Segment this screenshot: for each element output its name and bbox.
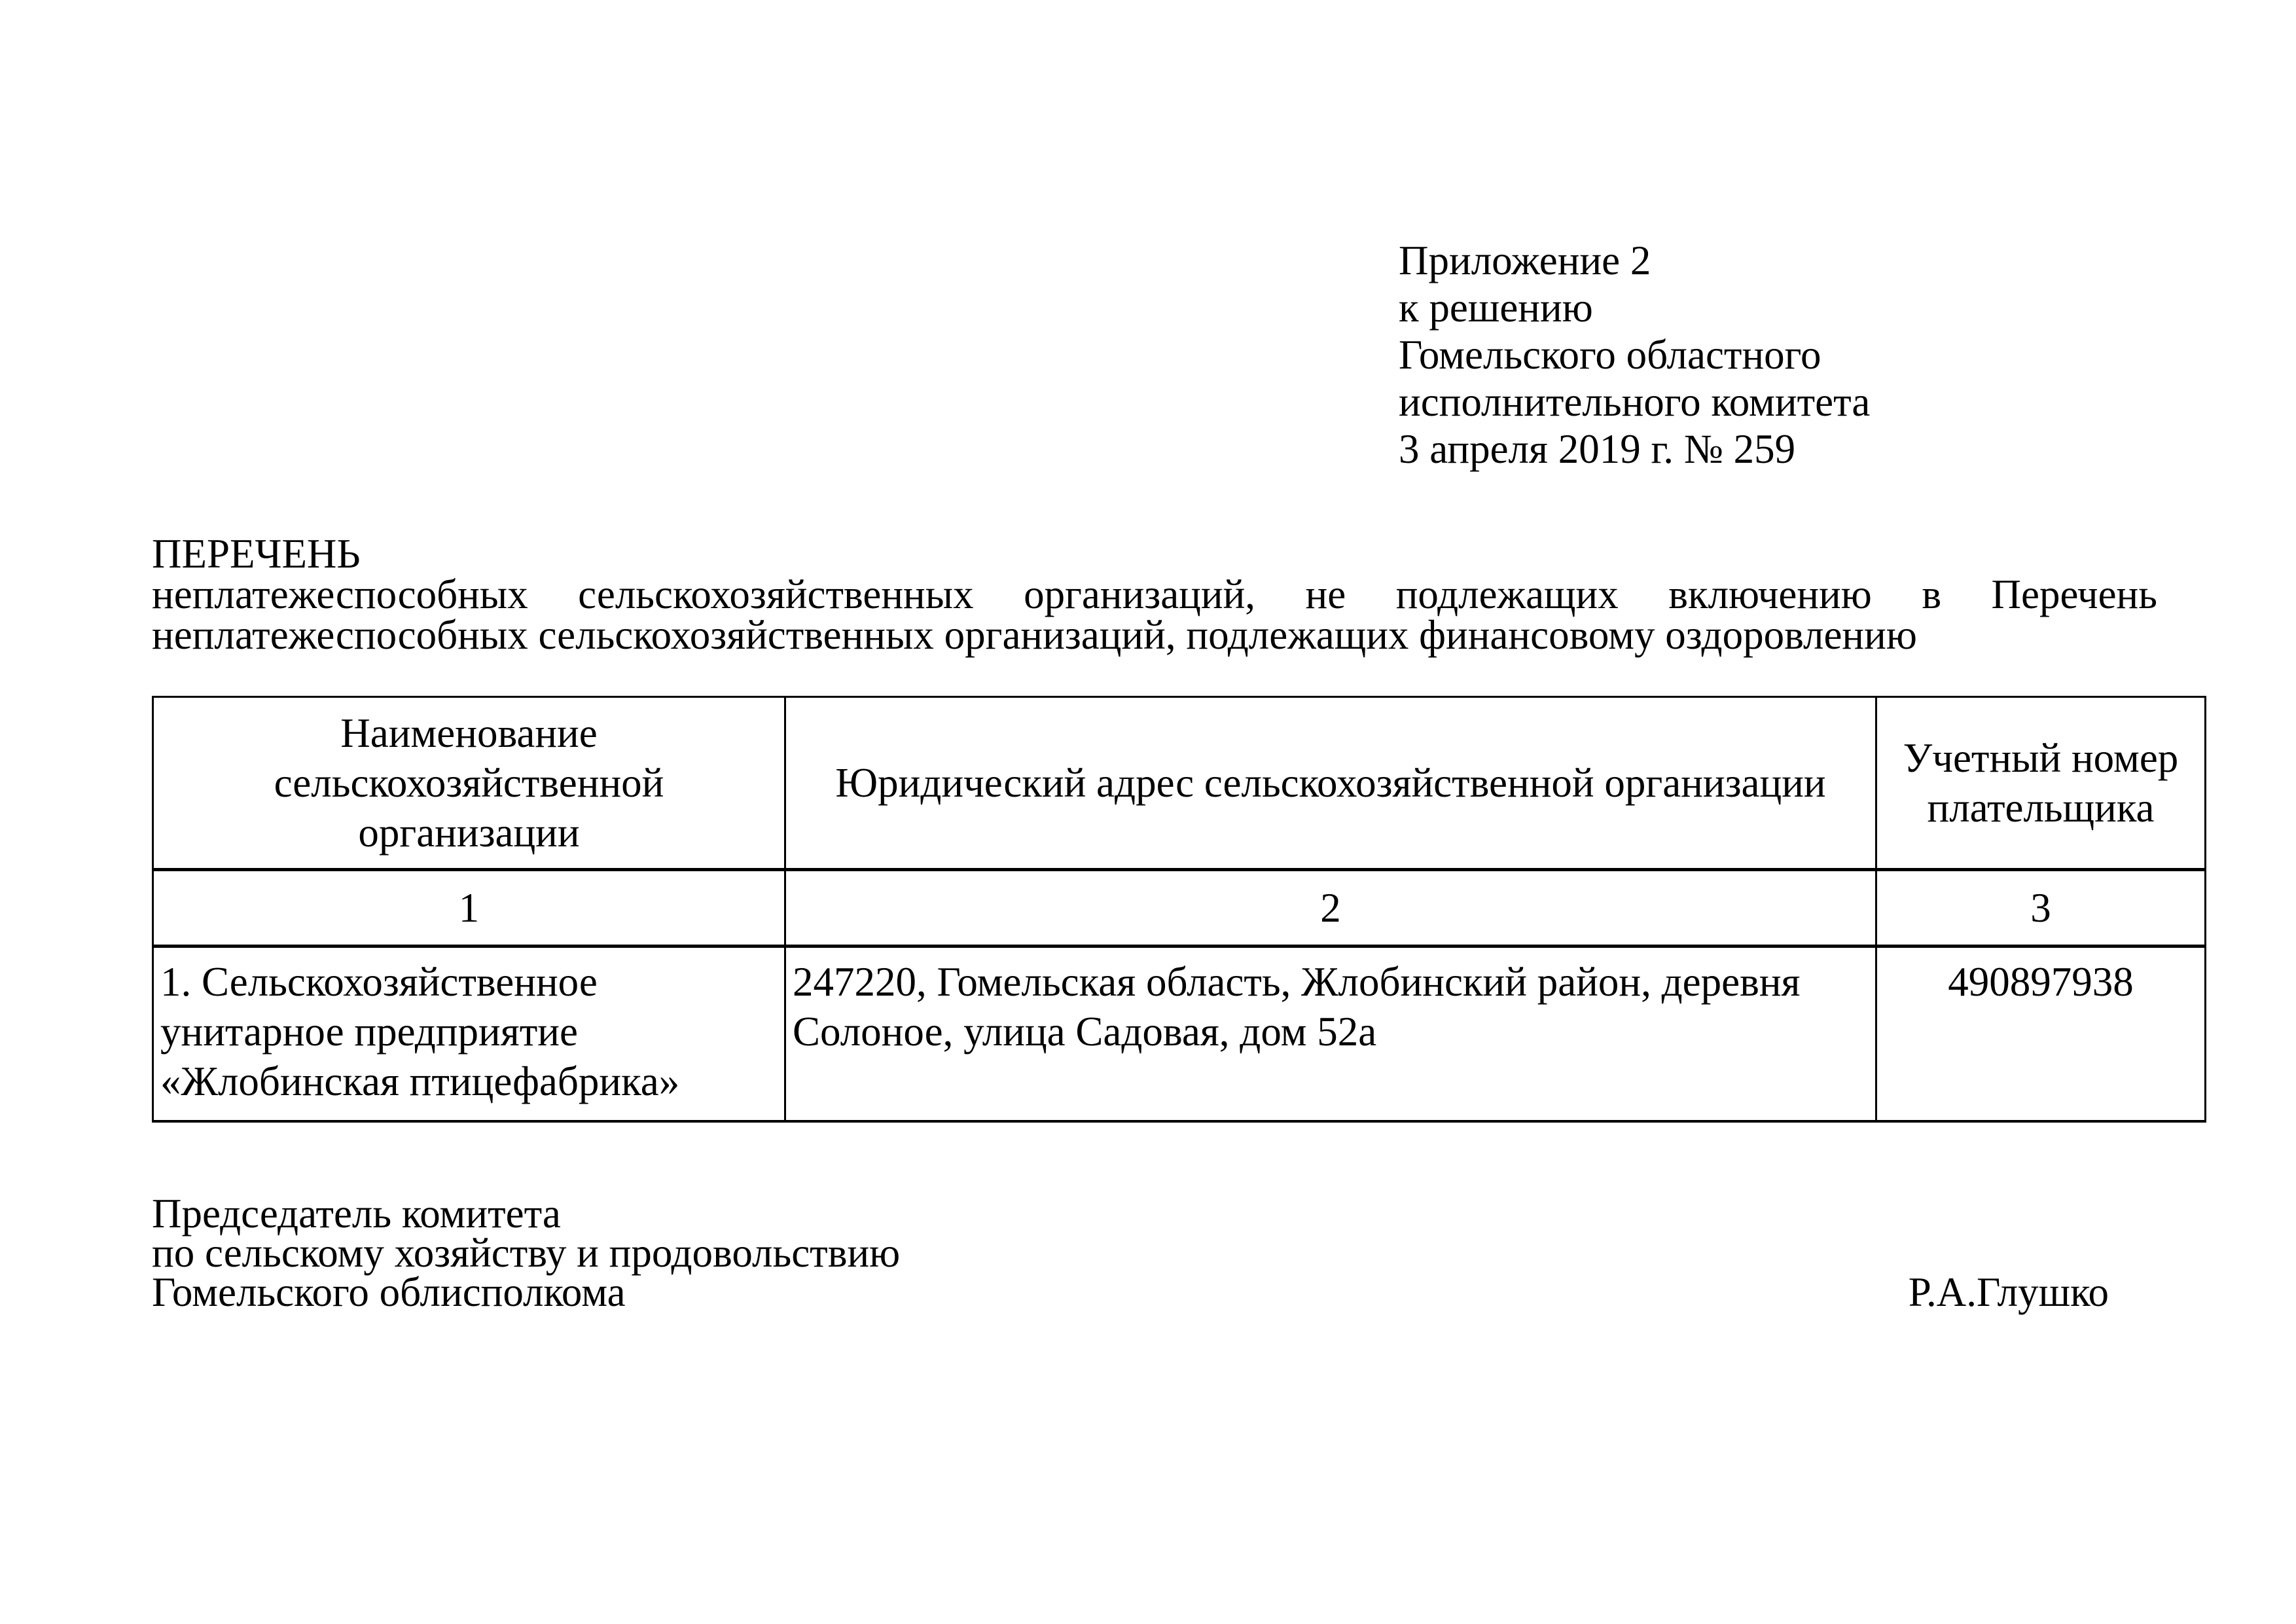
header-line: организации [358,810,580,856]
header-line: сельскохозяйственной [274,760,664,806]
legal-address-line: 247220, Гомельская область, Жлобинский район, деревня [793,959,1801,1005]
heading-description-line-1: неплатежеспособных сельскохозяйственных организаций, не подлежащих включению в Перечень [152,571,2157,617]
appendix-line-2: к решению [1399,285,1593,331]
appendix-line-5: 3 апреля 2019 г. № 259 [1399,426,1796,472]
table-column-number-row [153,870,2206,947]
appendix-line-1: Приложение 2 [1399,238,1651,283]
appendix-block [1399,237,1870,473]
organization-name-line: «Жлобинская птицефабрика» [160,1058,680,1104]
cell-legal-address [785,947,1876,1122]
header-line: плательщика [1927,785,2155,831]
column-header-organization-name [153,697,785,870]
column-header-payer-number [1876,697,2206,870]
page-title: ПЕРЕЧЕНЬ [152,531,361,577]
column-header-legal-address [785,697,1876,870]
appendix-line-4: исполнительного комитета [1399,379,1871,425]
organizations-table [152,696,2206,1123]
organization-name-line: 1. Сельскохозяйственное [160,959,598,1005]
signature-block [152,1191,901,1315]
header-line: Юридический адрес сельскохозяйственной организации [835,760,1826,806]
column-number-2: 2 [785,870,1876,947]
column-number-3: 3 [1876,870,2206,947]
heading-description-line-2: неплатежеспособных сельскохозяйственных организаций, подлежащих финансовому оздоровлению [152,612,1917,658]
signer-name: Р.А.Глушко [1908,1269,2109,1315]
table-row [153,947,2206,1122]
column-number-1: 1 [153,870,785,947]
list-heading [152,531,2157,658]
signature-title-line-1: Председатель комитета [152,1191,561,1236]
cell-payer-number: 490897938 [1876,947,2206,1122]
legal-address-line: Солоное, улица Садовая, дом 52а [793,1009,1377,1055]
appendix-line-3: Гомельского областного [1399,332,1821,378]
signature-title-line-3: Гомельского облисполкома [152,1269,626,1315]
organization-name-line: унитарное предприятие [160,1009,578,1055]
cell-organization-name [153,947,785,1122]
header-line: Учетный номер [1903,735,2179,781]
signature-title-line-2: по сельскому хозяйству и продовольствию [152,1230,901,1276]
table-header-row [153,697,2206,870]
header-line: Наименование [340,710,598,756]
